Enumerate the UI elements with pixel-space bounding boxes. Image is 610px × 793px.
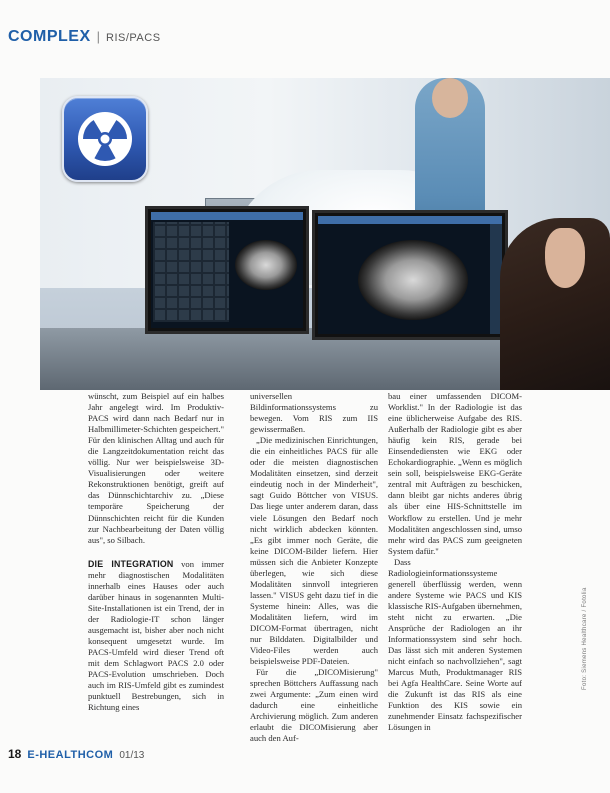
photo-nurse-head	[432, 78, 468, 118]
photo-radiologist-face	[545, 228, 585, 288]
issue-number: 01/13	[119, 750, 145, 761]
text-column-2	[250, 391, 378, 745]
page-number: 18	[8, 747, 22, 761]
monitor-right	[312, 210, 508, 340]
ct-chest-image	[235, 240, 297, 290]
page-footer	[8, 747, 144, 761]
page-header	[8, 28, 161, 46]
monitor-left	[145, 206, 309, 334]
paragraph: wünscht, zum Beispiel auf ein halbes Jahr angelegt wird. Im Produktiv-PACS wird dann nach Bedarf nur in Halbmillimeter-Schichten gespeichert." Für den klinischen Alltag und auch für die Langzeitdokumentation reicht das völlig. Nur wer beispielsweise 3D-Visualisierungen oder weitere Rekonstruktionen benötigt, greift auf das Dünnschichtarchiv zu. „Diese temporäre Speicherung der Dünnschichten reicht für die Kunden zur Nachbearbeitung der Daten völlig aus", so Silbach.	[88, 391, 225, 545]
magazine-name: E-HEALTHCOM	[27, 749, 114, 761]
monitor-right-screen	[318, 216, 502, 334]
brand-title: COMPLEX	[8, 28, 91, 45]
text-column-1	[88, 391, 224, 713]
paragraph: bau einer umfassenden DICOM-Worklist." In der Radiologie ist das eine üblicherweise Aufgabe des RIS. Außerhalb der Radiologie gibt es aber häufig kein RIS, gerade bei Einsendediensten wie EKG oder Echokardiographie. „Wenn es möglich sein soll, beispielsweise EKG-Geräte zentral mit Aufträgen zu beschicken, dann bleibt gar nichts anderes übrig als über eine HIS-Schnittstelle im Workflow zu erstellen. Und je mehr Modalitäten angeschlossen sind, umso mehr wird das PACS zum geeigneten System dafür."	[388, 391, 522, 556]
header-separator: |	[96, 29, 101, 44]
paragraph: Dass Radiologieinformationssysteme generell überflüssig werden, wenn andere Systeme wie PACS und KIS klassische RIS-Aufgaben übernehmen, steht nicht zu erwarten. „Die Ansprüche der Radiologen an ihr Informationssystem sind sehr hoch. Das lässt sich mit anderen Systemen nicht einfach so nachvollziehen", sagt Marcus Muth, Produktmanager RIS bei Agfa HealthCare. Seine Worte auf die Zukunft ist das RIS als eine Funktion des KIS sowie ein zunehmender Einsatz fachspezifischer Lösungen in	[388, 556, 522, 733]
paragraph: universellen Bildinformationssystems zu bewegen. Vom RIS zum IIS gewissermaßen.	[250, 391, 378, 435]
section-label: RIS/PACS	[106, 32, 161, 44]
paragraph: von immer mehr diagnostischen Modalitäten innerhalb eines Hauses oder auch darüber hinaus in sogenannten Multi-Site-Installationen ist ein Trend, der in der Radiologie-IT schon länger ausgemacht ist, bisher aber noch nicht konsequent umgesetzt wurde. Im PACS-Umfeld wird dieser Trend oft mit dem Schlagwort PACS 2.0 oder PACS-Evolution umschrieben. Doch auch im RIS-Umfeld gibt es zumindest punktuell Bestrebungen, sich in Richtung eines	[88, 558, 224, 713]
text-column-3	[388, 391, 522, 733]
paragraph-with-subhead	[88, 559, 224, 714]
viewer-toolbar	[318, 216, 502, 224]
paragraph: Für die „DICOMisierung" sprechen Böttchers Auffassung nach zwei Argumente: „Zum einen wird dadurch eine einheitliche Archivierung möglich. Zum anderen erlaubt die DICOMisierung aber auch den Auf-	[250, 667, 378, 744]
paragraph: „Die medizinischen Einrichtungen, die ein einheitliches PACS für alle oder die meisten diagnostischen Modalitäten einsetzen, sind derzeit eindeutig noch in der Minderheit", sagt Guido Böttcher von VISUS. Das liege unter anderem daran, dass viele Lösungen den Bedarf noch nicht wirklich abdecken könnten. „Es gibt immer noch Geräte, die keine DICOM-Bilder liefern. Hier müssen sich die Anbieter Konzepte überlegen, wie sich diese Modalitäten sinnvoll integrieren lassen." VISUS geht dazu tief in die Systeme hinein: Alles, was die Modalitäten liefern, wird im DICOM-Format übertragen, nicht nur Bilddaten. Digitalbilder und Video-Files werden auch beispielsweise PDF-Dateien.	[250, 435, 378, 667]
monitor-left-screen	[151, 212, 303, 328]
ct-chest-image-large	[358, 240, 468, 320]
viewer-toolbar	[151, 212, 303, 220]
radiation-icon	[62, 96, 148, 182]
subhead: DIE INTEGRATION	[88, 558, 174, 569]
photo-credit: Foto: Siemens Healthcare / Fotolia	[582, 587, 588, 690]
ct-thumbnail-grid	[153, 222, 229, 322]
radiation-icon-glyph	[75, 109, 135, 169]
